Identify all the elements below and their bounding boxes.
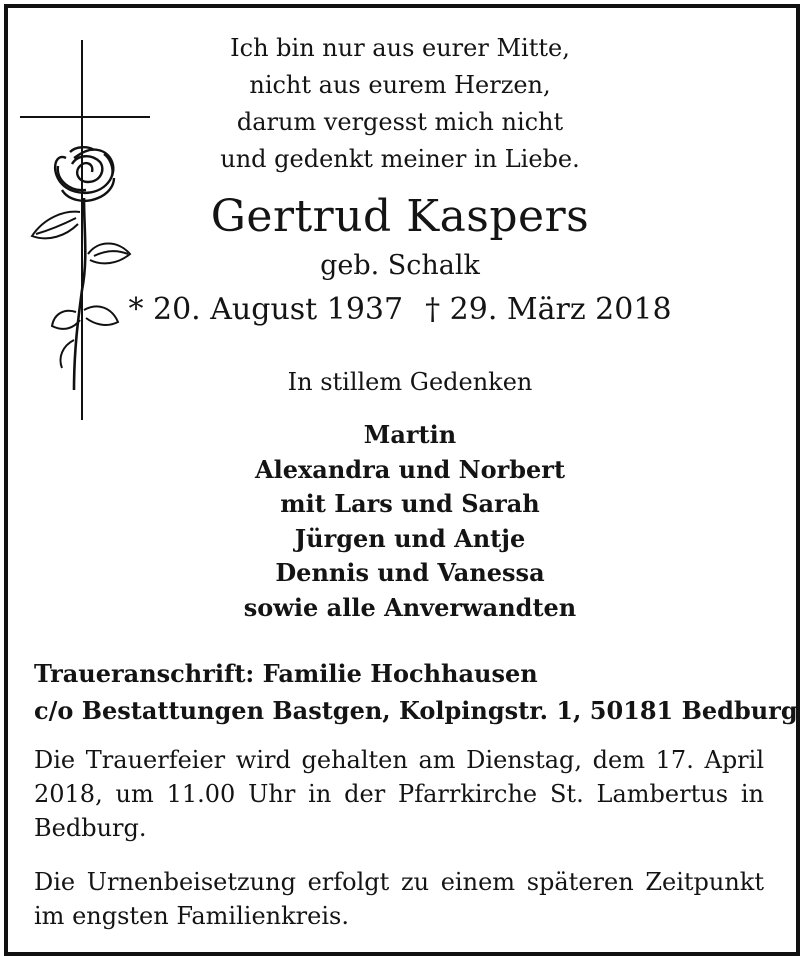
mourner-line: sowie alle Anverwandten (243, 592, 577, 622)
life-dates (120, 290, 680, 330)
poem-line: nicht aus eurem Herzen, (249, 71, 551, 99)
birth-name: geb. Schalk (320, 250, 480, 281)
memorial-poem (180, 30, 620, 178)
poem-line: darum vergesst mich nicht (236, 108, 564, 136)
cross-with-rose-icon (14, 40, 154, 420)
address-line: c/o Bestattungen Bastgen, Kolpingstr. 1, 50181 Bedburg (34, 696, 798, 725)
poem-line: und gedenkt meiner in Liebe. (220, 145, 580, 173)
funeral-service-text: Die Trauerfeier wird gehalten am Dienstag, dem 17. April 2018, um 11.00 Uhr in der Pfarrkirche St. Lambertus in Bedburg. (34, 746, 764, 842)
urn-burial-text: Die Urnenbeisetzung erfolgt zu einem späteren Zeitpunkt im engsten Familienkreis. (34, 868, 764, 930)
mourner-line: Alexandra und Norbert (254, 454, 566, 484)
mourner-line: mit Lars und Sarah (280, 489, 540, 518)
mourner-line: Dennis und Vanessa (275, 558, 545, 587)
mourner-line: Jürgen und Antje (294, 523, 526, 553)
memory-line: In stillem Gedenken (287, 368, 533, 396)
poem-line: Ich bin nur aus eurer Mitte, (230, 34, 570, 62)
mourning-address (34, 655, 798, 729)
death-date: † 29. März 2018 (425, 292, 672, 327)
mourner-line: Martin (363, 420, 457, 449)
address-line: Traueranschrift: Familie Hochhausen (34, 659, 538, 688)
birth-date: * 20. August 1937 (128, 292, 404, 327)
deceased-name: Gertrud Kaspers (210, 191, 590, 242)
mourners-list (150, 418, 670, 625)
